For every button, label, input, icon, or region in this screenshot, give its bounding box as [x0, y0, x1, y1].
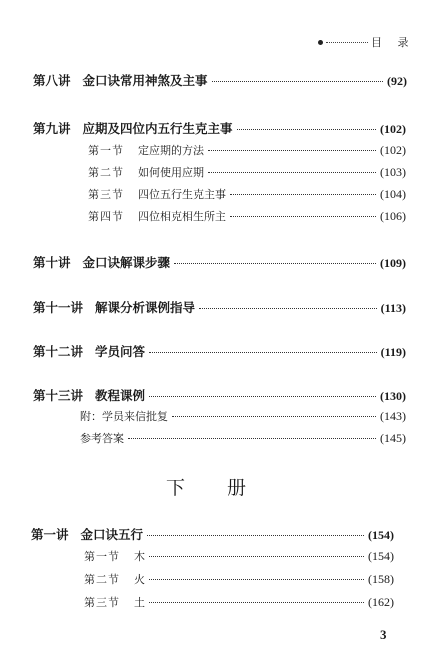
- toc-page-number: (145): [380, 431, 406, 445]
- toc-entry-p2-ch1-3[interactable]: [84, 594, 394, 610]
- toc-entry-ch11[interactable]: [33, 298, 406, 316]
- leader-dots: [149, 602, 364, 603]
- page-number: 3: [380, 627, 387, 642]
- toc-page-number: (109): [380, 256, 406, 270]
- toc-page-number: (158): [368, 572, 394, 586]
- toc-page-number: (92): [387, 74, 407, 88]
- toc-entry-ch8[interactable]: [33, 71, 407, 89]
- leader-dots: [149, 579, 364, 580]
- toc-chapter-label: 第八讲 金口诀常用神煞及主事: [33, 73, 208, 88]
- toc-entry-ch12[interactable]: [33, 342, 406, 360]
- toc-entry-ch9-4[interactable]: [88, 208, 406, 224]
- toc-entry-ch10[interactable]: [33, 253, 406, 271]
- leader-dots: [237, 129, 376, 130]
- toc-entry-ch13-a[interactable]: [80, 408, 406, 424]
- toc-section-label: 第三节 四位五行生克主事: [88, 188, 226, 201]
- toc-section-label: 参考答案: [80, 432, 124, 445]
- toc-entry-ch9[interactable]: [33, 119, 406, 137]
- leader-dots: [199, 308, 377, 309]
- toc-chapter-label: 第十二讲 学员问答: [33, 344, 146, 359]
- leader-dots: [128, 438, 376, 439]
- toc-page-number: (162): [368, 595, 394, 609]
- toc-page-number: (143): [380, 409, 406, 423]
- leader-dots: [230, 194, 376, 195]
- header-dot-icon: [318, 40, 323, 45]
- toc-page-number: (103): [380, 165, 406, 179]
- leader-dots: [208, 172, 376, 173]
- toc-section-label: 第一节 木: [84, 550, 145, 563]
- toc-entry-p2-ch1[interactable]: [31, 525, 394, 543]
- toc-page-number: (119): [380, 345, 406, 359]
- leader-dots: [149, 556, 364, 557]
- toc-page-number: (106): [380, 209, 406, 223]
- running-header: [318, 34, 415, 50]
- part-title: 下 册: [165, 477, 265, 499]
- toc-page-number: (102): [380, 143, 406, 157]
- toc-entry-p2-ch1-1[interactable]: [84, 548, 394, 564]
- leader-dots: [208, 150, 376, 151]
- toc-chapter-label: 第十讲 金口诀解课步骤: [33, 255, 171, 270]
- leader-dots: [147, 535, 364, 536]
- leader-dots: [230, 216, 376, 217]
- header-text: 目 录: [371, 36, 415, 49]
- toc-chapter-label: 第九讲 应期及四位内五行生克主事: [33, 121, 233, 136]
- toc-page-number: (113): [380, 301, 406, 315]
- toc-page-number: (130): [380, 389, 406, 403]
- toc-entry-ch13-b[interactable]: [80, 430, 406, 446]
- toc-chapter-label: 第十一讲 解课分析课例指导: [33, 300, 196, 315]
- toc-section-label: 第四节 四位相克相生所主: [88, 210, 226, 223]
- toc-section-label: 第二节 火: [84, 573, 145, 586]
- leader-dots: [174, 263, 376, 264]
- leader-dots: [212, 81, 383, 82]
- toc-chapter-label: 第一讲 金口诀五行: [31, 527, 144, 542]
- toc-section-label: 第二节 如何使用应期: [88, 166, 204, 179]
- toc-section-label: 附：学员来信批复: [80, 410, 168, 423]
- toc-entry-ch13[interactable]: [33, 386, 406, 404]
- toc-section-label: 第三节 土: [84, 596, 145, 609]
- toc-page-number: (154): [368, 528, 394, 542]
- toc-entry-ch9-2[interactable]: [88, 164, 406, 180]
- toc-chapter-label: 第十三讲 教程课例: [33, 388, 146, 403]
- leader-dots: [149, 396, 376, 397]
- toc-page-number: (154): [368, 549, 394, 563]
- toc-page-number: (104): [380, 187, 406, 201]
- leader-dots: [149, 352, 377, 353]
- toc-entry-p2-ch1-2[interactable]: [84, 571, 394, 587]
- toc-entry-ch9-1[interactable]: [88, 142, 406, 158]
- header-rule: [326, 42, 368, 43]
- toc-page-number: (102): [380, 122, 406, 136]
- toc-section-label: 第一节 定应期的方法: [88, 144, 204, 157]
- leader-dots: [172, 416, 376, 417]
- toc-entry-ch9-3[interactable]: [88, 186, 406, 202]
